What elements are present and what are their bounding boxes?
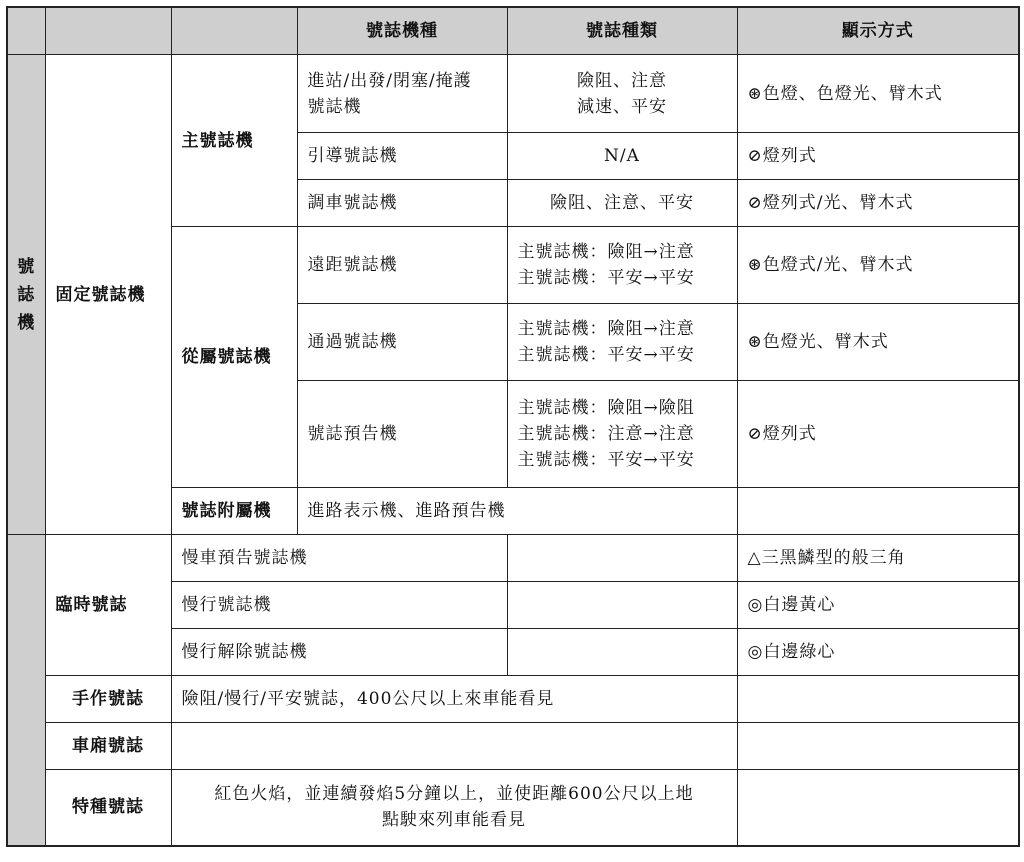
header-blank-3 — [171, 7, 297, 55]
temp-type: 慢行號誌機 — [171, 582, 507, 629]
car-signal-text — [171, 723, 737, 770]
temp-kind — [507, 535, 737, 582]
signal-kind: 主號誌機：險阻→注意 主號誌機：平安→平安 — [507, 227, 737, 304]
table-row — [7, 535, 1019, 582]
hand-signal-label: 手作號誌 — [45, 676, 171, 723]
signal-display: ⊘燈列式 — [737, 133, 1019, 180]
special-signal-display — [737, 770, 1019, 846]
signal-type: 進站/出發/閉塞/掩護 號誌機 — [297, 55, 507, 133]
header-type: 號誌機種 — [297, 7, 507, 55]
signal-table — [6, 6, 1020, 847]
hand-signal-display — [737, 676, 1019, 723]
signal-display: ⊛色燈光、臂木式 — [737, 304, 1019, 381]
temp-type: 慢車預告號誌機 — [171, 535, 507, 582]
signal-type: 調車號誌機 — [297, 180, 507, 227]
signal-kind: 主號誌機：險阻→險阻 主號誌機：注意→注意 主號誌機：平安→平安 — [507, 381, 737, 488]
car-signal-label: 車廂號誌 — [45, 723, 171, 770]
temp-display: ◎白邊黃心 — [737, 582, 1019, 629]
signal-kind: 主號誌機：險阻→注意 主號誌機：平安→平安 — [507, 304, 737, 381]
signal-display: ⊘燈列式/光、臂木式 — [737, 180, 1019, 227]
main-signal-label: 主號誌機 — [171, 55, 297, 227]
signal-display: ⊛色燈、色燈光、臂木式 — [737, 55, 1019, 133]
signal-type: 引導號誌機 — [297, 133, 507, 180]
signal-kind: 險阻、注意 減速、平安 — [507, 55, 737, 133]
group-label-signal: 號 誌 機 — [7, 55, 45, 535]
table-row — [7, 55, 1019, 133]
car-signal-display — [737, 723, 1019, 770]
header-kind: 號誌種類 — [507, 7, 737, 55]
signal-kind: N/A — [507, 133, 737, 180]
signal-type: 遠距號誌機 — [297, 227, 507, 304]
header-display: 顯示方式 — [737, 7, 1019, 55]
temp-kind — [507, 582, 737, 629]
signal-display: ⊘燈列式 — [737, 381, 1019, 488]
header-blank-2 — [45, 7, 171, 55]
attached-display — [737, 488, 1019, 535]
special-signal-label: 特種號誌 — [45, 770, 171, 846]
signal-type: 通過號誌機 — [297, 304, 507, 381]
fixed-signal-label: 固定號誌機 — [45, 55, 171, 535]
header-blank-1 — [7, 7, 45, 55]
special-signal-text: 紅色火焰，並連續發焰5分鐘以上，並使距離600公尺以上地 點駛來列車能看見 — [171, 770, 737, 846]
temp-display: △三黑鱗型的般三角 — [737, 535, 1019, 582]
temp-display: ◎白邊綠心 — [737, 629, 1019, 676]
signal-display: ⊛色燈式/光、臂木式 — [737, 227, 1019, 304]
hand-signal-text: 險阻/慢行/平安號誌，400公尺以上來車能看見 — [171, 676, 737, 723]
table-row — [7, 676, 1019, 723]
temp-kind — [507, 629, 737, 676]
attached-text: 進路表示機、進路預告機 — [297, 488, 737, 535]
group-label-blank — [7, 535, 45, 846]
table-row — [7, 723, 1019, 770]
signal-type: 號誌預告機 — [297, 381, 507, 488]
temp-type: 慢行解除號誌機 — [171, 629, 507, 676]
temporary-label: 臨時號誌 — [45, 535, 171, 676]
header-row — [7, 7, 1019, 55]
attached-label: 號誌附屬機 — [171, 488, 297, 535]
table-row — [7, 770, 1019, 846]
signal-kind: 險阻、注意、平安 — [507, 180, 737, 227]
sub-signal-label: 從屬號誌機 — [171, 227, 297, 488]
